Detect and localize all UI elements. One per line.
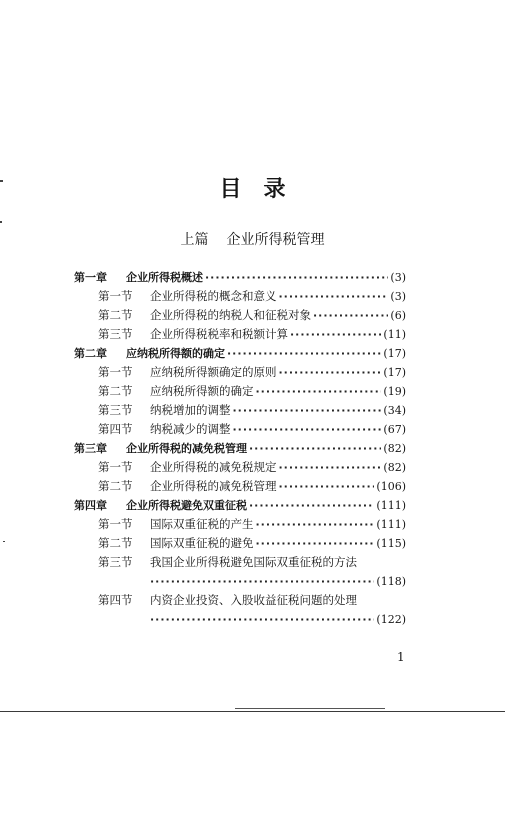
section-title: 我国企业所得税避免国际双重征税的方法 xyxy=(150,555,357,569)
page-ref: (6) xyxy=(390,309,406,322)
dot-leader xyxy=(279,363,382,382)
dot-leader xyxy=(233,401,382,420)
toc-chapter-entry[interactable] xyxy=(74,344,406,363)
toc-section-entry[interactable] xyxy=(74,401,406,420)
dot-leader xyxy=(256,382,382,401)
section-title: 应纳税所得额确定的原则 xyxy=(150,365,277,379)
page-ref: (82) xyxy=(383,461,406,474)
dot-leader xyxy=(150,610,374,629)
toc-section-entry[interactable] xyxy=(74,420,406,439)
toc-section-entry[interactable] xyxy=(74,515,406,534)
section-title: 企业所得税税率和税额计算 xyxy=(150,327,288,341)
section-title: 国际双重征税的避免 xyxy=(150,536,254,550)
page-ref: (11) xyxy=(383,328,406,341)
section-label: 第一节 xyxy=(98,460,133,474)
toc-section-entry[interactable] xyxy=(74,306,406,325)
section-label: 第二节 xyxy=(98,536,133,550)
page-title: 目录 xyxy=(219,177,308,202)
dot-leader xyxy=(279,477,375,496)
page-ref: (118) xyxy=(376,575,406,588)
page-ref: (3) xyxy=(390,290,406,303)
dot-leader xyxy=(313,306,388,325)
chapter-label: 第四章 xyxy=(74,499,107,512)
section-title: 企业所得税的减免税管理 xyxy=(150,479,277,493)
dot-leader xyxy=(205,268,388,287)
section-label: 第四节 xyxy=(98,422,133,436)
toc-section-entry[interactable] xyxy=(74,534,406,553)
page-ref: (17) xyxy=(383,366,406,379)
page-ref: (82) xyxy=(383,442,406,455)
part-title: 企业所得税管理 xyxy=(226,232,325,248)
dot-leader xyxy=(290,325,381,344)
page-ref: (17) xyxy=(383,347,406,360)
dot-leader xyxy=(150,572,374,591)
scan-speck xyxy=(0,180,3,182)
page-ref: (34) xyxy=(383,404,406,417)
chapter-label: 第一章 xyxy=(74,271,107,284)
footer-rule-short xyxy=(235,708,385,709)
section-label: 第二节 xyxy=(98,308,133,322)
chapter-title: 企业所得税避免双重征税 xyxy=(126,499,247,512)
dot-leader xyxy=(279,287,389,306)
toc-section-entry[interactable] xyxy=(74,287,406,306)
scan-speck xyxy=(0,221,2,223)
toc-section-entry[interactable] xyxy=(74,325,406,344)
toc-section-entry[interactable] xyxy=(74,553,406,591)
page-ref: (19) xyxy=(383,385,406,398)
dot-leader xyxy=(233,420,382,439)
section-label: 第一节 xyxy=(98,289,133,303)
section-title: 企业所得税的概念和意义 xyxy=(150,289,277,303)
part-label: 上篇 xyxy=(180,232,209,248)
section-label: 第三节 xyxy=(98,555,133,569)
page-ref: (115) xyxy=(376,537,406,550)
toc-section-entry[interactable] xyxy=(74,382,406,401)
chapter-label: 第二章 xyxy=(74,347,107,360)
section-title: 企业所得税的纳税人和征税对象 xyxy=(150,308,311,322)
dot-leader xyxy=(249,496,374,515)
dot-leader xyxy=(256,515,375,534)
section-title: 纳税减少的调整 xyxy=(150,422,231,436)
section-title: 国际双重征税的产生 xyxy=(150,517,254,531)
section-label: 第三节 xyxy=(98,403,133,417)
section-label: 第二节 xyxy=(98,384,133,398)
toc-section-entry[interactable] xyxy=(74,591,406,629)
page-ref: (122) xyxy=(376,613,406,626)
toc-section-entry[interactable] xyxy=(74,458,406,477)
table-of-contents xyxy=(74,268,406,629)
page-ref: (3) xyxy=(390,271,406,284)
section-label: 第三节 xyxy=(98,327,133,341)
dot-leader xyxy=(249,439,381,458)
footer-rule xyxy=(0,711,505,712)
scan-speck xyxy=(3,541,5,542)
part-heading xyxy=(0,229,505,249)
page-number: 1 xyxy=(397,650,405,664)
chapter-title: 应纳税所得额的确定 xyxy=(126,347,225,360)
section-title: 纳税增加的调整 xyxy=(150,403,231,417)
dot-leader xyxy=(279,458,382,477)
chapter-title: 企业所得税的减免税管理 xyxy=(126,442,247,455)
toc-chapter-entry[interactable] xyxy=(74,496,406,515)
section-label: 第二节 xyxy=(98,479,133,493)
page-ref: (67) xyxy=(383,423,406,436)
page-ref: (106) xyxy=(376,480,406,493)
section-title: 应纳税所得额的确定 xyxy=(150,384,254,398)
toc-section-entry[interactable] xyxy=(74,477,406,496)
section-title: 企业所得税的减免税规定 xyxy=(150,460,277,474)
toc-chapter-entry[interactable] xyxy=(74,268,406,287)
page-ref: (111) xyxy=(376,518,406,531)
section-title: 内资企业投资、入股收益征税问题的处理 xyxy=(150,593,357,607)
dot-leader xyxy=(256,534,375,553)
dot-leader xyxy=(227,344,381,363)
chapter-label: 第三章 xyxy=(74,442,107,455)
toc-section-entry[interactable] xyxy=(74,363,406,382)
section-label: 第一节 xyxy=(98,365,133,379)
section-label: 第四节 xyxy=(98,593,133,607)
page-ref: (111) xyxy=(376,499,406,512)
chapter-title: 企业所得税概述 xyxy=(126,271,203,284)
toc-chapter-entry[interactable] xyxy=(74,439,406,458)
section-label: 第一节 xyxy=(98,517,133,531)
